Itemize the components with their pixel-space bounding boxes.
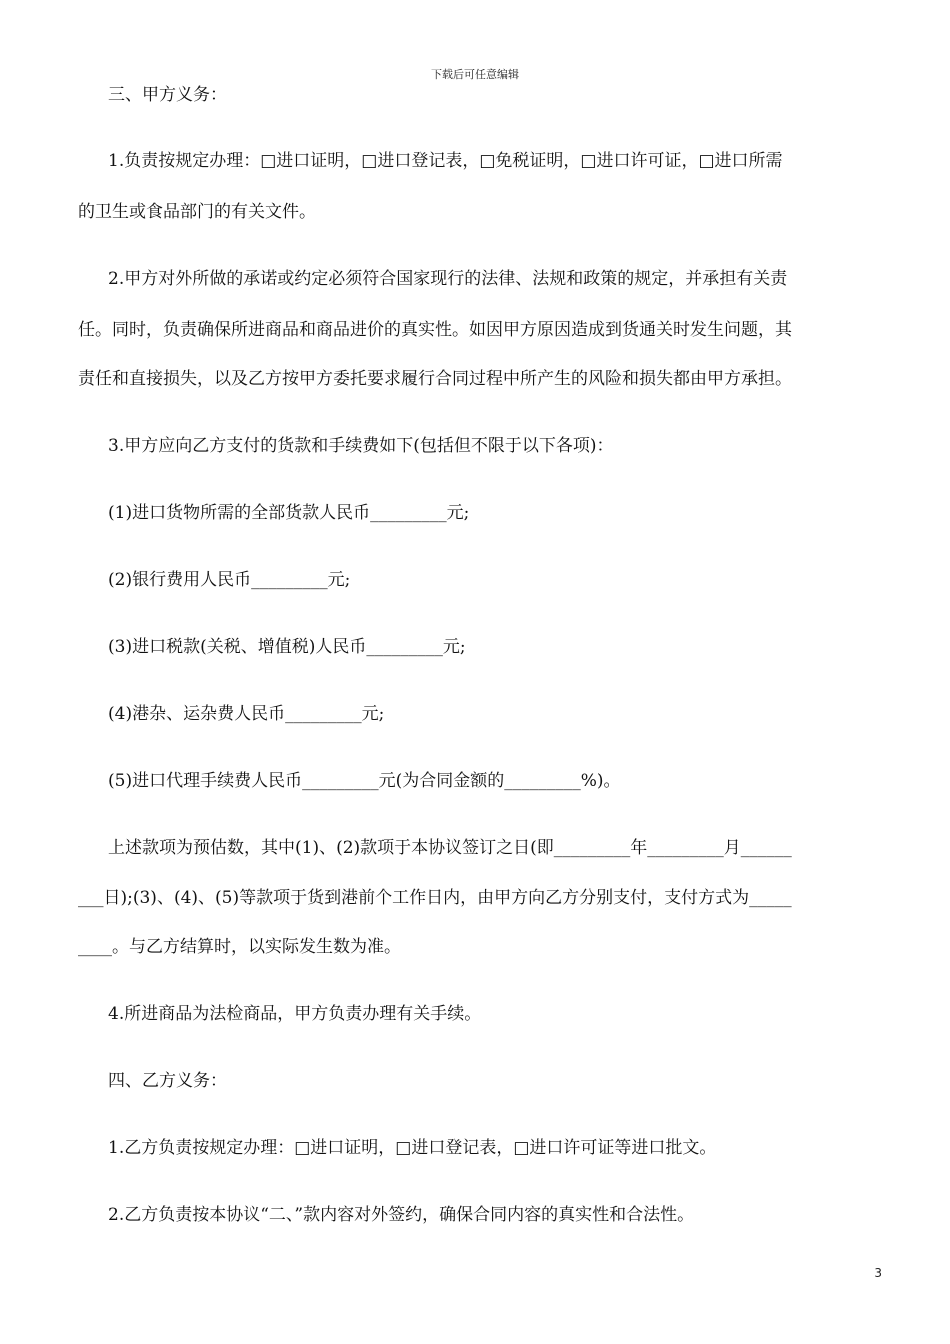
paragraph-line: 的卫生或食品部门的有关文件。 — [78, 202, 316, 222]
header-note: 下载后可任意编辑 — [431, 68, 519, 81]
paragraph-line: 上述款项为预估数，其中(1)、(2)款项于本协议签订之日(即_________年_________月______ — [108, 838, 792, 858]
list-item: (1)进口货物所需的全部货款人民币_________元; — [108, 503, 470, 523]
paragraph-line: 4.所进商品为法检商品，甲方负责办理有关手续。 — [108, 1004, 482, 1024]
paragraph-line: 任。同时，负责确保所进商品和商品进价的真实性。如因甲方原因造成到货通关时发生问题，其 — [78, 320, 792, 340]
paragraph-line: ___日);(3)、(4)、(5)等款项于货到港前个工作日内，由甲方向乙方分别支付，支付方式为_____ — [78, 888, 792, 908]
list-item: (2)银行费用人民币_________元; — [108, 570, 351, 590]
paragraph-line: 2.乙方负责按本协议“二、”款内容对外签约，确保合同内容的真实性和合法性。 — [108, 1205, 695, 1225]
section-heading-4: 四、乙方义务： — [108, 1071, 227, 1091]
paragraph-line: 1.乙方负责按规定办理：□进口证明，□进口登记表，□进口许可证等进口批文。 — [108, 1138, 717, 1158]
paragraph-line: ____。与乙方结算时，以实际发生数为准。 — [78, 937, 401, 957]
page-number: 3 — [874, 1266, 882, 1280]
list-item: (3)进口税款(关税、增值税)人民币_________元; — [108, 637, 466, 657]
list-item: (4)港杂、运杂费人民币_________元; — [108, 704, 385, 724]
section-heading-3: 三、甲方义务： — [108, 85, 227, 105]
paragraph-line: 2.甲方对外所做的承诺或约定必须符合国家现行的法律、法规和政策的规定，并承担有关责 — [108, 269, 788, 289]
paragraph-line: 1.负责按规定办理：□进口证明，□进口登记表，□免税证明，□进口许可证，□进口所需 — [108, 151, 783, 171]
paragraph-line: 责任和直接损失，以及乙方按甲方委托要求履行合同过程中所产生的风险和损失都由甲方承担。 — [78, 369, 792, 389]
paragraph-line: 3.甲方应向乙方支付的货款和手续费如下(包括但不限于以下各项)： — [108, 436, 614, 456]
list-item: (5)进口代理手续费人民币_________元(为合同金额的_________%)。 — [108, 771, 621, 791]
